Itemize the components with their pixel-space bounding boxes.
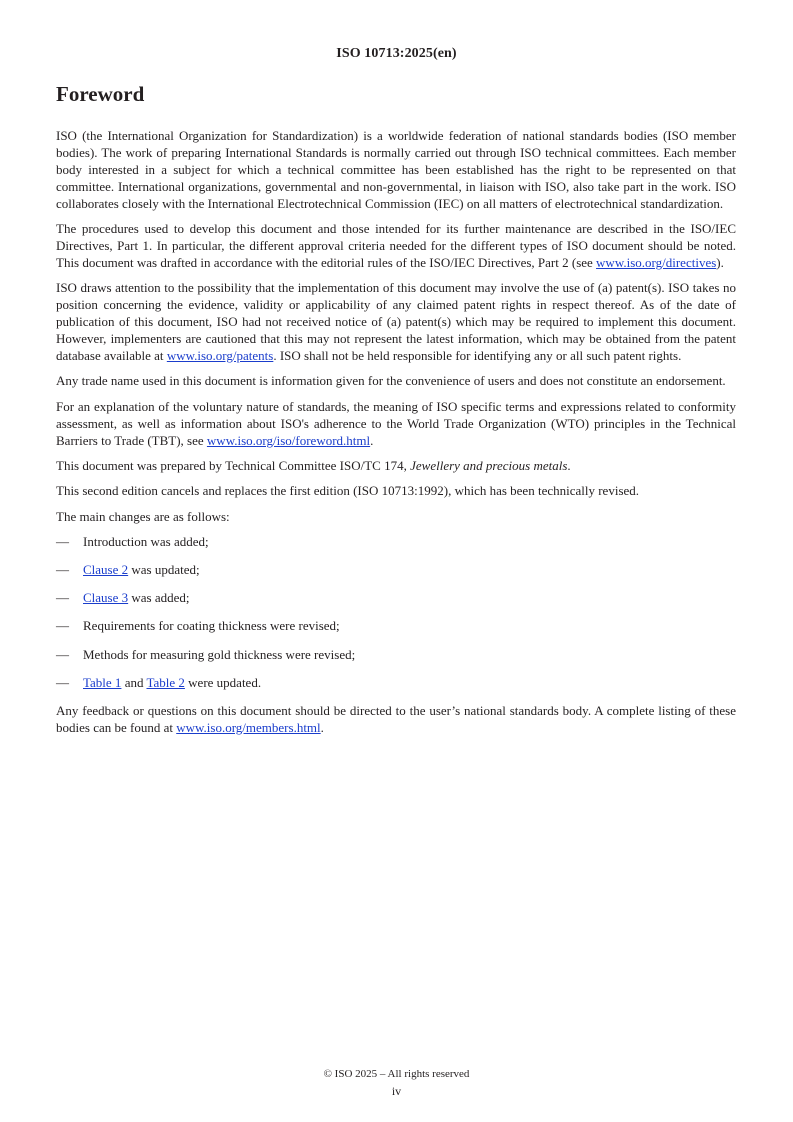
paragraph-changes-intro: The main changes are as follows:	[56, 508, 230, 524]
dash-bullet: —	[56, 534, 69, 550]
link-directives[interactable]: www.iso.org/directives	[596, 254, 717, 270]
page-footer	[0, 1066, 793, 1100]
dash-bullet: —	[56, 646, 69, 662]
dash-bullet: —	[56, 674, 69, 690]
link-foreword[interactable]: www.iso.org/iso/foreword.html	[206, 432, 371, 448]
link-members[interactable]: www.iso.org/members.html	[176, 719, 321, 735]
copyright-notice: © ISO 2025 – All rights reserved	[323, 1068, 470, 1080]
page-number: iv	[391, 1084, 402, 1098]
paragraph-voluntary-nature: For an explanation of the voluntary nature of standards, the meaning of ISO specific terms and expressions related to conformity assessment, as well as information about ISO's adherence to the World Trade Organization (WTO) principles in the Technical Barriers to Trade (TBT), see www.iso.org/iso/foreword.html.	[56, 398, 736, 448]
dash-bullet: —	[56, 590, 69, 606]
link-table-2[interactable]: Table 2	[146, 674, 185, 690]
paragraph-committee: This document was prepared by Technical Committee ISO/TC 174, Jewellery and precious metals.	[56, 457, 571, 473]
dash-bullet: —	[56, 618, 69, 634]
paragraph-trade-name: Any trade name used in this document is information given for the convenience of users and does not constitute an endorsement.	[56, 373, 726, 389]
committee-title: Jewellery and precious metals	[410, 457, 568, 473]
paragraph-procedures: The procedures used to develop this document and those intended for its further maintenance are described in the ISO/IEC Directives, Part 1. In particular, the different approval criteria needed for the different types of ISO document should be noted. This document was drafted in accordance with the editorial rules of the ISO/IEC Directives, Part 2 (see www.iso.org/directives).	[56, 221, 736, 270]
foreword-body	[56, 128, 736, 745]
list-item: — Introduction was added;	[56, 534, 209, 550]
paragraph-feedback: Any feedback or questions on this document should be directed to the user’s national standards body. A complete listing of these bodies can be found at www.iso.org/members.html.	[56, 702, 736, 735]
document-id-header: ISO 10713:2025(en)	[336, 46, 457, 61]
changes-list	[56, 534, 736, 691]
paragraph-patents: ISO draws attention to the possibility that the implementation of this document may involve the use of (a) patent(s). ISO takes no position concerning the evidence, validity or applicability of any claimed patent rights in respect thereof. As of the date of publication of this document, ISO had not received notice of (a) patent(s) which may be required to implement this document. However, implementers are cautioned that this may not represent the latest information, which may be obtained from the patent database available at www.iso.org/patents. ISO shall not be held responsible for identifying any or all such patent rights.	[56, 280, 736, 363]
list-item: — Clause 3 was added;	[56, 590, 190, 606]
list-item: — Table 1 and Table 2 were updated.	[56, 674, 262, 690]
list-item: — Clause 2 was updated;	[56, 562, 200, 578]
dash-bullet: —	[56, 562, 69, 578]
page-title: Foreword	[56, 82, 145, 106]
paragraph-iso-federation: ISO (the International Organization for Standardization) is a worldwide federation of national standards bodies (ISO member bodies). The work of preparing International Standards is normally carried out through ISO technical committees. Each member body interested in a subject for which a technical committee has been established has the right to be represented on that committee. International organizations, governmental and non-governmental, in liaison with ISO, also take part in the work. ISO collaborates closely with the International Electrotechnical Commission (IEC) on all matters of electrotechnical standardization.	[56, 128, 736, 211]
list-item: — Methods for measuring gold thickness were revised;	[56, 646, 356, 662]
link-clause-3[interactable]: Clause 3	[83, 590, 129, 606]
link-clause-2[interactable]: Clause 2	[83, 562, 129, 578]
link-table-1[interactable]: Table 1	[83, 674, 122, 690]
link-patents[interactable]: www.iso.org/patents	[166, 347, 274, 363]
list-item: — Requirements for coating thickness were revised;	[56, 618, 340, 634]
paragraph-edition: This second edition cancels and replaces the first edition (ISO 10713:1992), which has been technically revised.	[56, 483, 640, 499]
